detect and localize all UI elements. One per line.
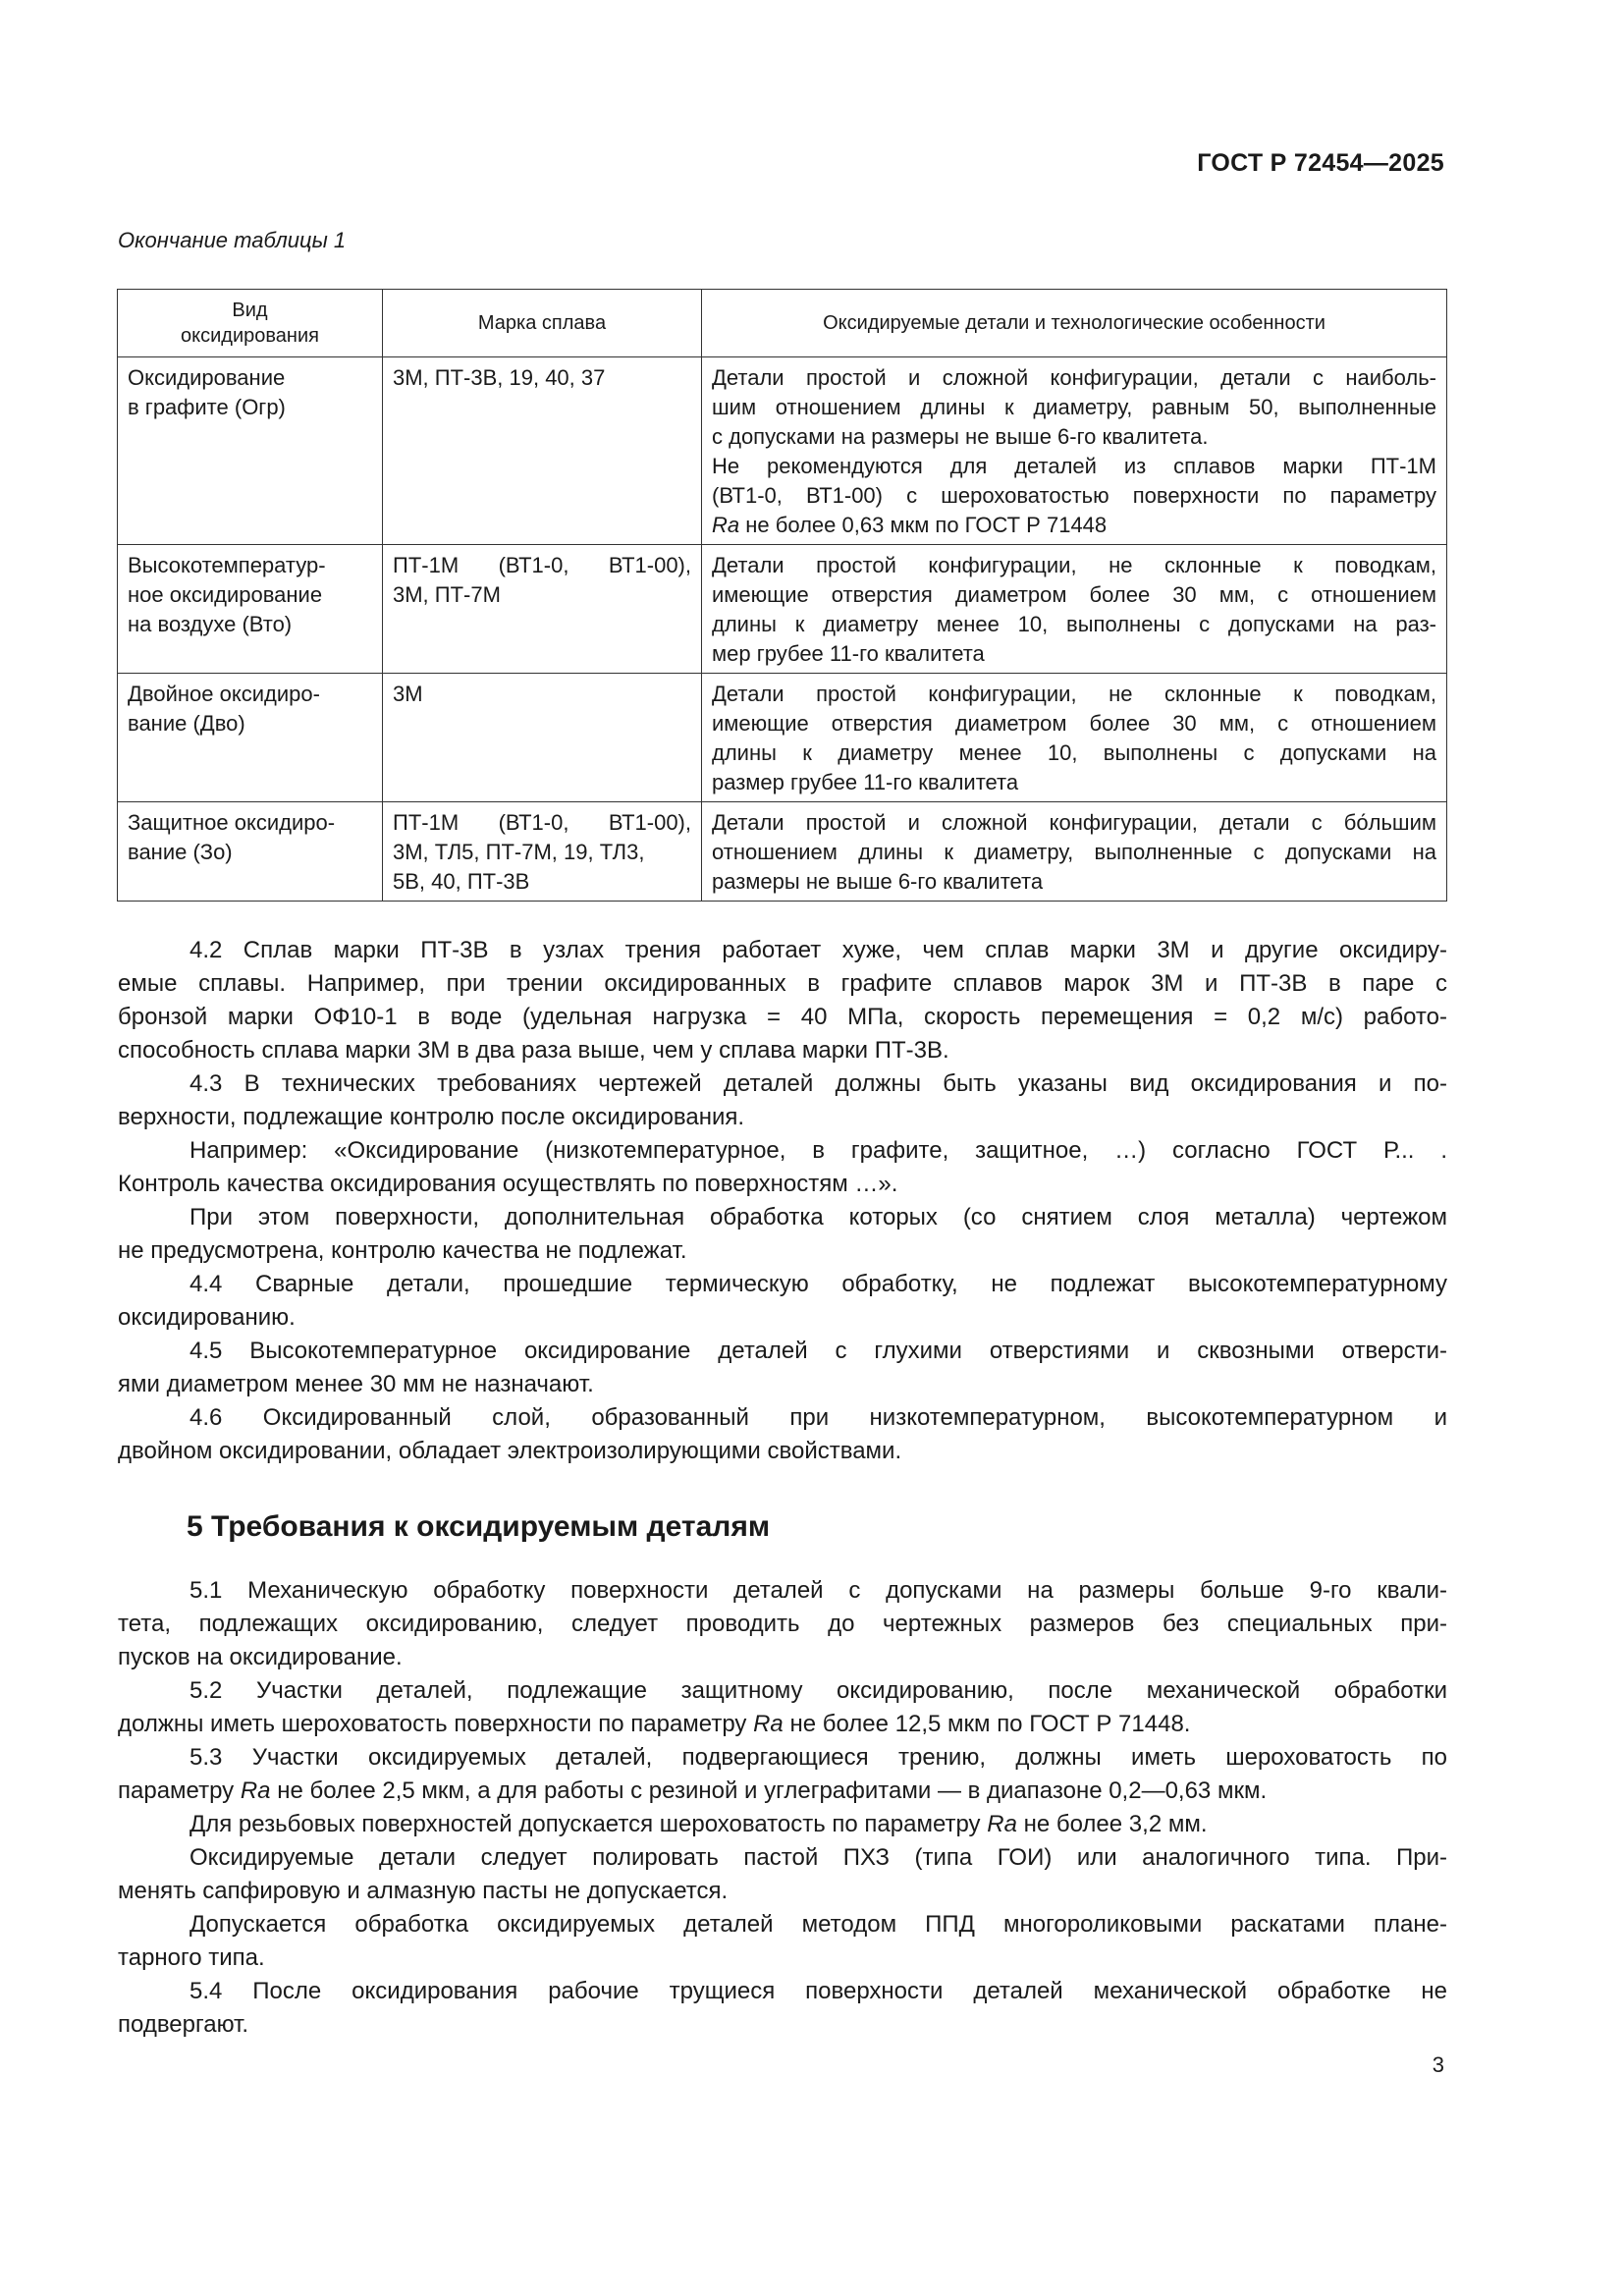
section-5-text <box>118 1574 1447 2042</box>
oxidation-types-table <box>117 289 1447 902</box>
ra-symbol: Ra <box>987 1811 1017 1837</box>
cell-details: Детали простой и сложной конфигурации, детали с бо́льшим отношением длины к диаметру, выполненные с допусками на размеры не выше 6-го квалитета <box>702 802 1447 902</box>
header-details: Оксидируемые детали и технологические особенности <box>702 290 1447 357</box>
header-oxidation-type: Вид оксидирования <box>118 290 383 357</box>
table-header-row <box>118 290 1447 357</box>
section-5-heading: 5 Требования к оксидируемым деталям <box>187 1510 771 1543</box>
cell-alloy: 3М <box>383 674 702 802</box>
cell-type: Двойное оксидиро- вание (Дво) <box>118 674 383 802</box>
paragraph-4-5: 4.5 Высокотемпературное оксидирование деталей с глухими отверстиями и сквозными отверсти- ями диаметром менее 30 мм не назначают. <box>118 1338 1447 1397</box>
ra-symbol: Ra <box>753 1711 784 1737</box>
table-row <box>118 674 1447 802</box>
table-row <box>118 545 1447 674</box>
cell-alloy: ПТ-1М (ВТ1-0, ВТ1-00), 3М, ТЛ5, ПТ-7М, 19, ТЛ3, 5В, 40, ПТ-3В <box>383 802 702 902</box>
table-row <box>118 802 1447 902</box>
header-alloy-grade: Марка сплава <box>383 290 702 357</box>
cell-alloy: ПТ-1М (ВТ1-0, ВТ1-00), 3М, ПТ-7М <box>383 545 702 674</box>
cell-type: Защитное оксидиро- вание (Зо) <box>118 802 383 902</box>
paragraph-4-6: 4.6 Оксидированный слой, образованный при низкотемпературном, высокотемпературном и двойном оксидировании, обладает электроизолирующими свойствами. <box>118 1404 1447 1464</box>
cell-type: Оксидирование в графите (Огр) <box>118 357 383 545</box>
paragraph-threads: Для резьбовых поверхностей допускается шероховатость по параметру Ra не более 3,2 мм. <box>189 1811 1208 1837</box>
section-4-text <box>118 934 1447 1468</box>
paragraph-ppd: Допускается обработка оксидируемых деталей методом ППД многороликовыми раскатами плане- тарного типа. <box>118 1911 1447 1971</box>
paragraph-5-1: 5.1 Механическую обработку поверхности деталей с допусками на размеры больше 9-го квали- тета, подлежащих оксидированию, следует проводить до чертежных размеров без специальных при- пусков на оксидирование. <box>118 1577 1447 1670</box>
cell-details: Детали простой и сложной конфигурации, детали с наиболь- шим отношением длины к диаметру, равным 50, выполненные с допусками на размеры не выше 6-го квалитета. Не рекомендуются для деталей из сплавов марки ПТ-1М (ВТ1-0, ВТ1-00) с шероховатостью поверхности по параметру Ra не более 0,63 мкм по ГОСТ Р 71448 <box>702 357 1447 545</box>
paragraph-polishing: Оксидируемые детали следует полировать пастой ПХЗ (типа ГОИ) или аналогичного типа. При- менять сапфировую и алмазную пасты не допускается. <box>118 1844 1447 1904</box>
paragraph-5-4: 5.4 После оксидирования рабочие трущиеся поверхности деталей механической обработке не подвергают. <box>118 1978 1447 2038</box>
paragraph-5-3: 5.3 Участки оксидируемых деталей, подвергающиеся трению, должны иметь шероховатость по параметру Ra не более 2,5 мкм, а для работы с резиной и углеграфитами — в диапазоне 0,2—0,63 мкм. <box>118 1744 1447 1804</box>
paragraph-5-2: 5.2 Участки деталей, подлежащие защитному оксидированию, после механической обработки должны иметь шероховатость поверхности по параметру Ra не более 12,5 мкм по ГОСТ Р 71448. <box>118 1674 1447 1741</box>
paragraph-4-2: 4.2 Сплав марки ПТ-3В в узлах трения работает хуже, чем сплав марки 3М и другие оксидиру- емые сплавы. Например, при трении оксидированных в графите сплавов марок 3М и ПТ-3В в паре с бронзой марки ОФ10-1 в воде (удельная нагрузка = 40 МПа, скорость перемещения = 0,2 м/с) работо- способность сплава марки 3М в два раза выше, чем у сплава марки ПТ-3В. <box>118 937 1447 1064</box>
cell-details: Детали простой конфигурации, не склонные к поводкам, имеющие отверстия диаметром более 30 мм, с отношением длины к диаметру менее 10, выполнены с допусками на размер грубее 11-го квалитета <box>702 674 1447 802</box>
cell-type: Высокотемператур- ное оксидирование на воздухе (Вто) <box>118 545 383 674</box>
ra-symbol: Ra <box>240 1777 271 1804</box>
ra-tail: не более 0,63 мкм по ГОСТ Р 71448 <box>739 513 1108 537</box>
cell-details: Детали простой конфигурации, не склонные к поводкам, имеющие отверстия диаметром более 30 мм, с отношением длины к диаметру менее 10, выполнены с допусками на раз- мер грубее 11-го квалитета <box>702 545 1447 674</box>
paragraph-4-4: 4.4 Сварные детали, прошедшие термическую обработку, не подлежат высокотемпературному оксидированию. <box>118 1271 1447 1331</box>
paragraph-4-3: 4.3 В технических требованиях чертежей деталей должны быть указаны вид оксидирования и по- верхности, подлежащие контролю после оксидирования. <box>118 1070 1447 1130</box>
paragraph-surfaces: При этом поверхности, дополнительная обработка которых (со снятием слоя металла) чертежом не предусмотрена, контролю качества не подлежат. <box>118 1204 1447 1264</box>
ra-line: Ra не более 0,63 мкм по ГОСТ Р 71448 <box>712 513 1108 537</box>
table-row <box>118 357 1447 545</box>
table-caption: Окончание таблицы 1 <box>118 228 347 252</box>
paragraph-5-2-line-2: должны иметь шероховатость поверхности по параметру Ra не более 12,5 мкм по ГОСТ Р 71448. <box>118 1711 1191 1737</box>
page-number: 3 <box>1432 2052 1444 2077</box>
document-code: ГОСТ Р 72454—2025 <box>1197 149 1444 177</box>
cell-alloy: 3М, ПТ-3В, 19, 40, 37 <box>383 357 702 545</box>
paragraph-example: Например: «Оксидирование (низкотемпературное, в графите, защитное, …) согласно ГОСТ Р... . Контроль качества оксидирования осуществлять по поверхностям …». <box>118 1137 1447 1197</box>
